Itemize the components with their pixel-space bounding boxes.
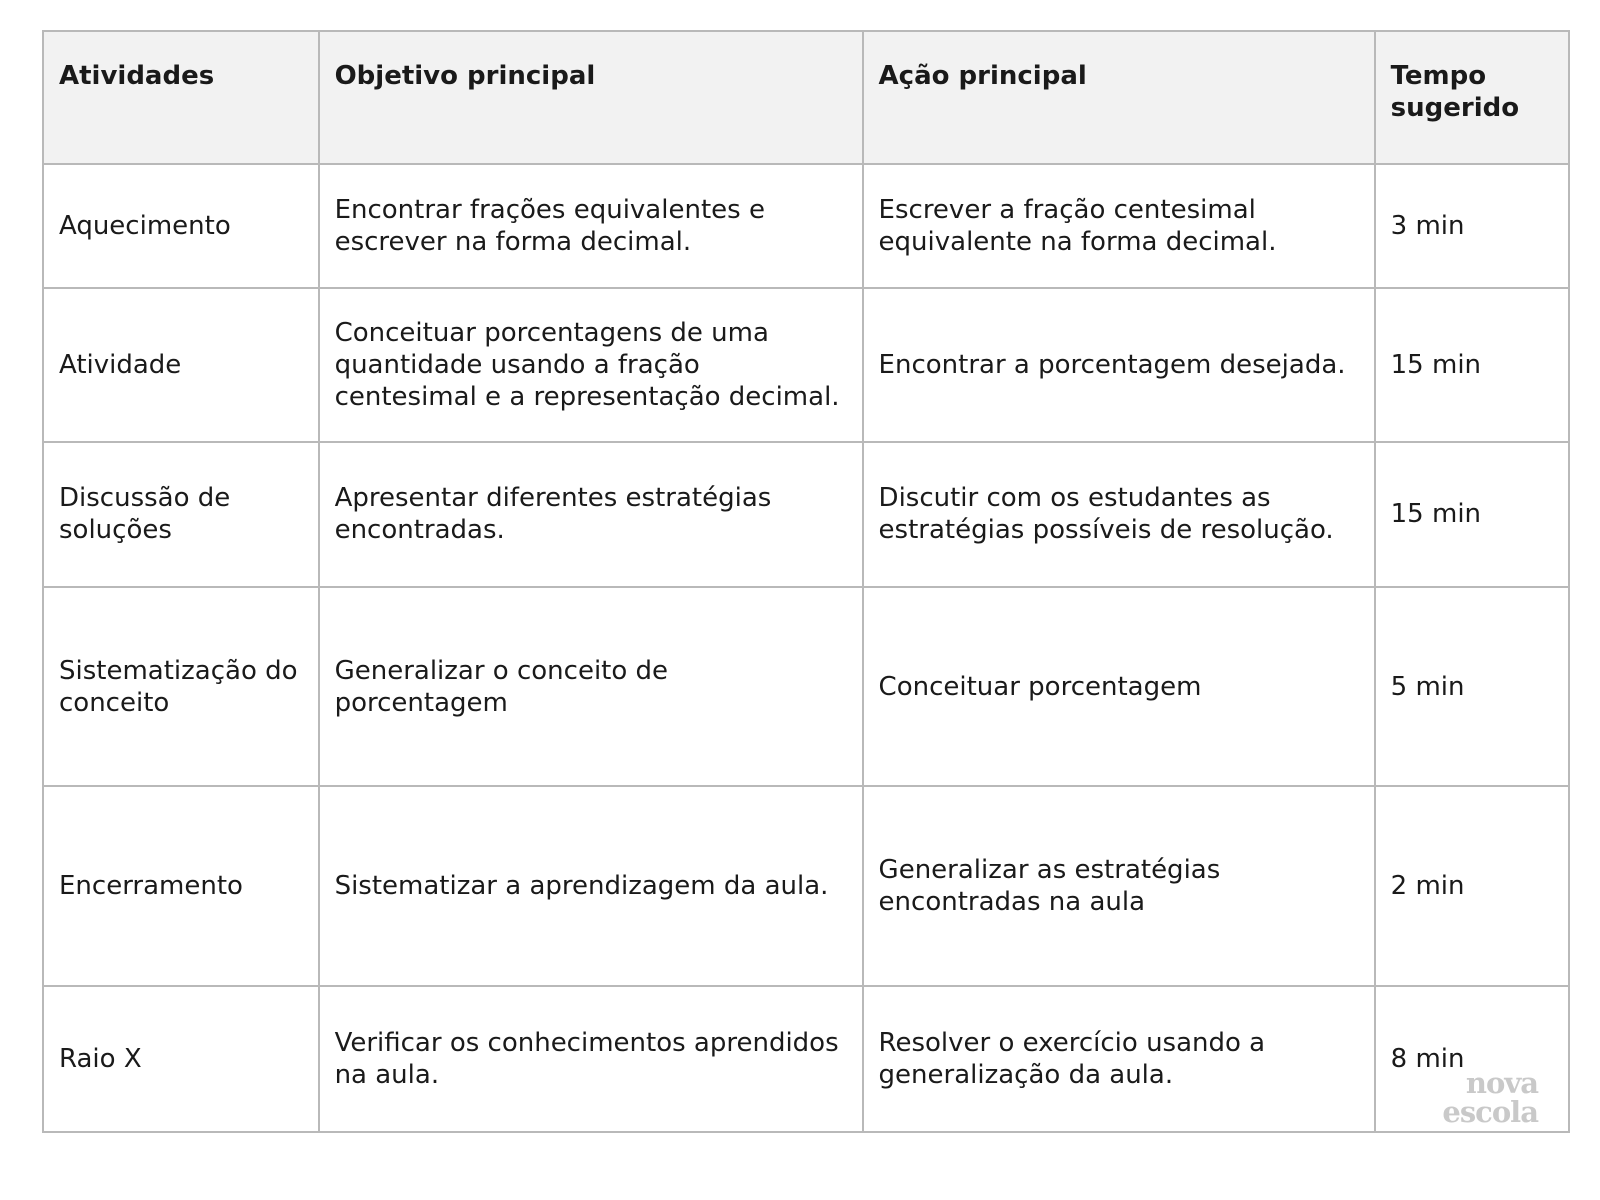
objective-cell: Sistematizar a aprendizagem da aula.	[319, 786, 863, 986]
header-acao-principal: Ação principal	[863, 31, 1375, 164]
objective-cell: Conceituar porcentagens de uma quantidade usando a fração centesimal e a representação decimal.	[319, 288, 863, 442]
table-row	[43, 587, 1569, 786]
activity-cell: Atividade	[43, 288, 319, 442]
time-cell: 15 min	[1375, 442, 1569, 588]
lesson-plan-table	[42, 30, 1570, 1133]
time-cell: 2 min	[1375, 786, 1569, 986]
action-cell: Conceituar porcentagem	[863, 587, 1375, 786]
logo-line-escola: escola	[1442, 1095, 1538, 1129]
action-cell: Resolver o exercício usando a generalização da aula.	[863, 986, 1375, 1132]
time-cell: 5 min	[1375, 587, 1569, 786]
table-row	[43, 442, 1569, 588]
logo-line-nova: nova	[1465, 1066, 1538, 1100]
objective-cell: Generalizar o conceito de porcentagem	[319, 587, 863, 786]
action-cell: Escrever a fração centesimal equivalente na forma decimal.	[863, 164, 1375, 288]
time-cell-with-watermark	[1375, 986, 1569, 1132]
activity-cell: Encerramento	[43, 786, 319, 986]
activity-cell: Raio X	[43, 986, 319, 1132]
nova-escola-logo	[1442, 1066, 1538, 1129]
activity-cell: Sistematização do conceito	[43, 587, 319, 786]
table-row	[43, 786, 1569, 986]
time-cell: 3 min	[1375, 164, 1569, 288]
table-row	[43, 986, 1569, 1132]
header-tempo-sugerido: Tempo sugerido	[1375, 31, 1569, 164]
activity-cell: Aquecimento	[43, 164, 319, 288]
header-atividades: Atividades	[43, 31, 319, 164]
table-row	[43, 288, 1569, 442]
time-value: 8 min	[1390, 1044, 1465, 1075]
objective-cell: Apresentar diferentes estratégias encontradas.	[319, 442, 863, 588]
header-row	[43, 31, 1569, 164]
activity-cell: Discussão de soluções	[43, 442, 319, 588]
time-cell: 15 min	[1375, 288, 1569, 442]
objective-cell: Encontrar frações equivalentes e escrever na forma decimal.	[319, 164, 863, 288]
action-cell: Encontrar a porcentagem desejada.	[863, 288, 1375, 442]
table-row	[43, 164, 1569, 288]
action-cell: Generalizar as estratégias encontradas na aula	[863, 786, 1375, 986]
objective-cell: Verificar os conhecimentos aprendidos na aula.	[319, 986, 863, 1132]
header-objetivo-principal: Objetivo principal	[319, 31, 863, 164]
action-cell: Discutir com os estudantes as estratégias possíveis de resolução.	[863, 442, 1375, 588]
